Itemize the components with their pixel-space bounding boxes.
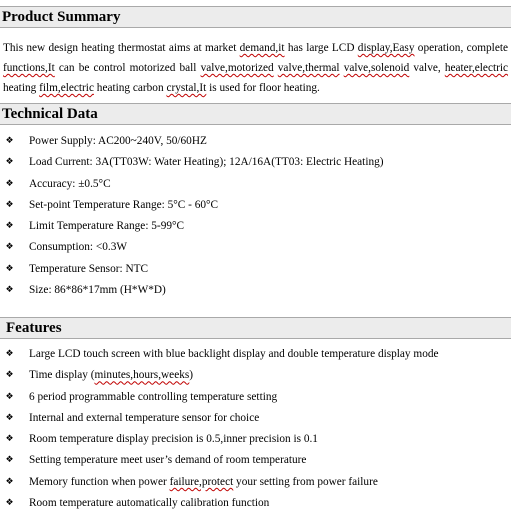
technical-data-item	[0, 216, 511, 237]
feature-item-text	[29, 472, 378, 493]
diamond-bullet-icon: ❖	[5, 370, 14, 381]
diamond-bullet-icon: ❖	[5, 242, 14, 253]
diamond-bullet-icon: ❖	[5, 221, 14, 232]
spellcheck-flagged-word: heater,electric	[444, 62, 509, 74]
text-run: Memory function when power	[29, 475, 170, 488]
diamond-bullet-icon: ❖	[5, 412, 14, 423]
spellcheck-flagged-word: valve,solenoid	[343, 62, 410, 74]
product-summary-paragraph	[3, 38, 508, 98]
product-summary-heading: Product Summary	[0, 6, 511, 28]
feature-item-text	[29, 408, 259, 429]
text-run: has large LCD	[284, 42, 358, 54]
feature-item-text	[29, 429, 318, 450]
text-run: is used for floor heating.	[206, 82, 320, 94]
diamond-bullet-icon: ❖	[5, 157, 14, 168]
feature-item-text	[29, 450, 306, 471]
spellcheck-flagged-word: failure,protect	[169, 475, 234, 488]
technical-data-item-text: Power Supply: AC200~240V, 50/60HZ	[29, 135, 207, 147]
text-run: Room temperature automatically calibration function	[29, 497, 270, 510]
spellcheck-flagged-word: minutes,hours,weeks	[94, 369, 190, 382]
diamond-bullet-icon: ❖	[5, 199, 14, 210]
technical-data-item	[0, 280, 511, 301]
feature-item-text	[29, 344, 439, 365]
spellcheck-flagged-word: crystal,It	[166, 82, 207, 94]
text-run: This new design heating thermostat aims at market	[3, 42, 240, 54]
feature-item	[0, 429, 511, 450]
text-run: Internal and external temperature sensor for choice	[29, 411, 260, 424]
feature-item	[0, 450, 511, 471]
diamond-bullet-icon: ❖	[5, 498, 14, 509]
technical-data-item	[0, 131, 511, 152]
spellcheck-flagged-word: display,Easy	[357, 42, 415, 54]
diamond-bullet-icon: ❖	[5, 263, 14, 274]
technical-data-item-text: Load Current: 3A(TT03W: Water Heating); 12A/16A(TT03: Electric Heating)	[29, 156, 384, 169]
diamond-bullet-icon: ❖	[5, 455, 14, 466]
text-run: 6 period programmable controlling temperature setting	[29, 390, 278, 403]
spellcheck-flagged-word: functions,It	[3, 62, 55, 74]
feature-item	[0, 408, 511, 429]
text-run: Large LCD touch screen with blue backlight display and double temperature display mode	[29, 348, 439, 360]
technical-data-item	[0, 237, 511, 258]
technical-data-item	[0, 259, 511, 280]
diamond-bullet-icon: ❖	[5, 391, 14, 402]
feature-item	[0, 387, 511, 408]
text-run: )	[189, 369, 194, 382]
technical-data-item-text: Accuracy: ±0.5°C	[29, 177, 111, 190]
features-heading: Features	[0, 317, 511, 339]
technical-data-item-text: Consumption: <0.3W	[29, 241, 128, 254]
technical-data-item-text: Limit Temperature Range: 5-99°C	[29, 220, 185, 233]
technical-data-item-text: Set-point Temperature Range: 5°C - 60°C	[29, 198, 219, 211]
text-run: Setting temperature meet user’s demand of room temperature	[29, 454, 307, 467]
diamond-bullet-icon: ❖	[5, 349, 14, 359]
diamond-bullet-icon: ❖	[5, 476, 14, 487]
text-run: operation, complete	[414, 42, 508, 54]
technical-data-list	[0, 131, 511, 301]
feature-item	[0, 344, 511, 365]
spellcheck-flagged-word: film,electric	[39, 82, 94, 94]
feature-item-text	[29, 493, 269, 514]
text-run: your setting from power failure	[233, 475, 378, 488]
text-run: Room temperature display precision is 0.5,inner precision is 0.1	[29, 433, 318, 446]
feature-item	[0, 493, 511, 514]
spellcheck-flagged-word: valve,thermal	[277, 62, 340, 74]
feature-item-text	[29, 365, 193, 386]
spellcheck-flagged-word: valve,motorized	[200, 62, 274, 74]
diamond-bullet-icon: ❖	[5, 136, 14, 146]
diamond-bullet-icon: ❖	[5, 434, 14, 445]
text-run: valve,	[409, 62, 445, 74]
spellcheck-flagged-word: demand,it	[239, 42, 285, 54]
feature-item	[0, 472, 511, 493]
diamond-bullet-icon: ❖	[5, 285, 14, 296]
features-list	[0, 344, 511, 514]
text-run: Time display (	[29, 369, 95, 382]
feature-item-text	[29, 387, 277, 408]
technical-data-item-text: Size: 86*86*17mm (H*W*D)	[29, 284, 166, 297]
technical-data-item	[0, 152, 511, 173]
technical-data-item-text: Temperature Sensor: NTC	[29, 262, 149, 275]
technical-data-item	[0, 195, 511, 216]
text-run: heating carbon	[93, 82, 167, 94]
technical-data-heading: Technical Data	[0, 103, 511, 125]
technical-data-item	[0, 174, 511, 195]
feature-item	[0, 365, 511, 386]
text-run: can be control motorized ball	[54, 62, 201, 74]
text-run: heating	[3, 82, 40, 94]
diamond-bullet-icon: ❖	[5, 178, 14, 189]
